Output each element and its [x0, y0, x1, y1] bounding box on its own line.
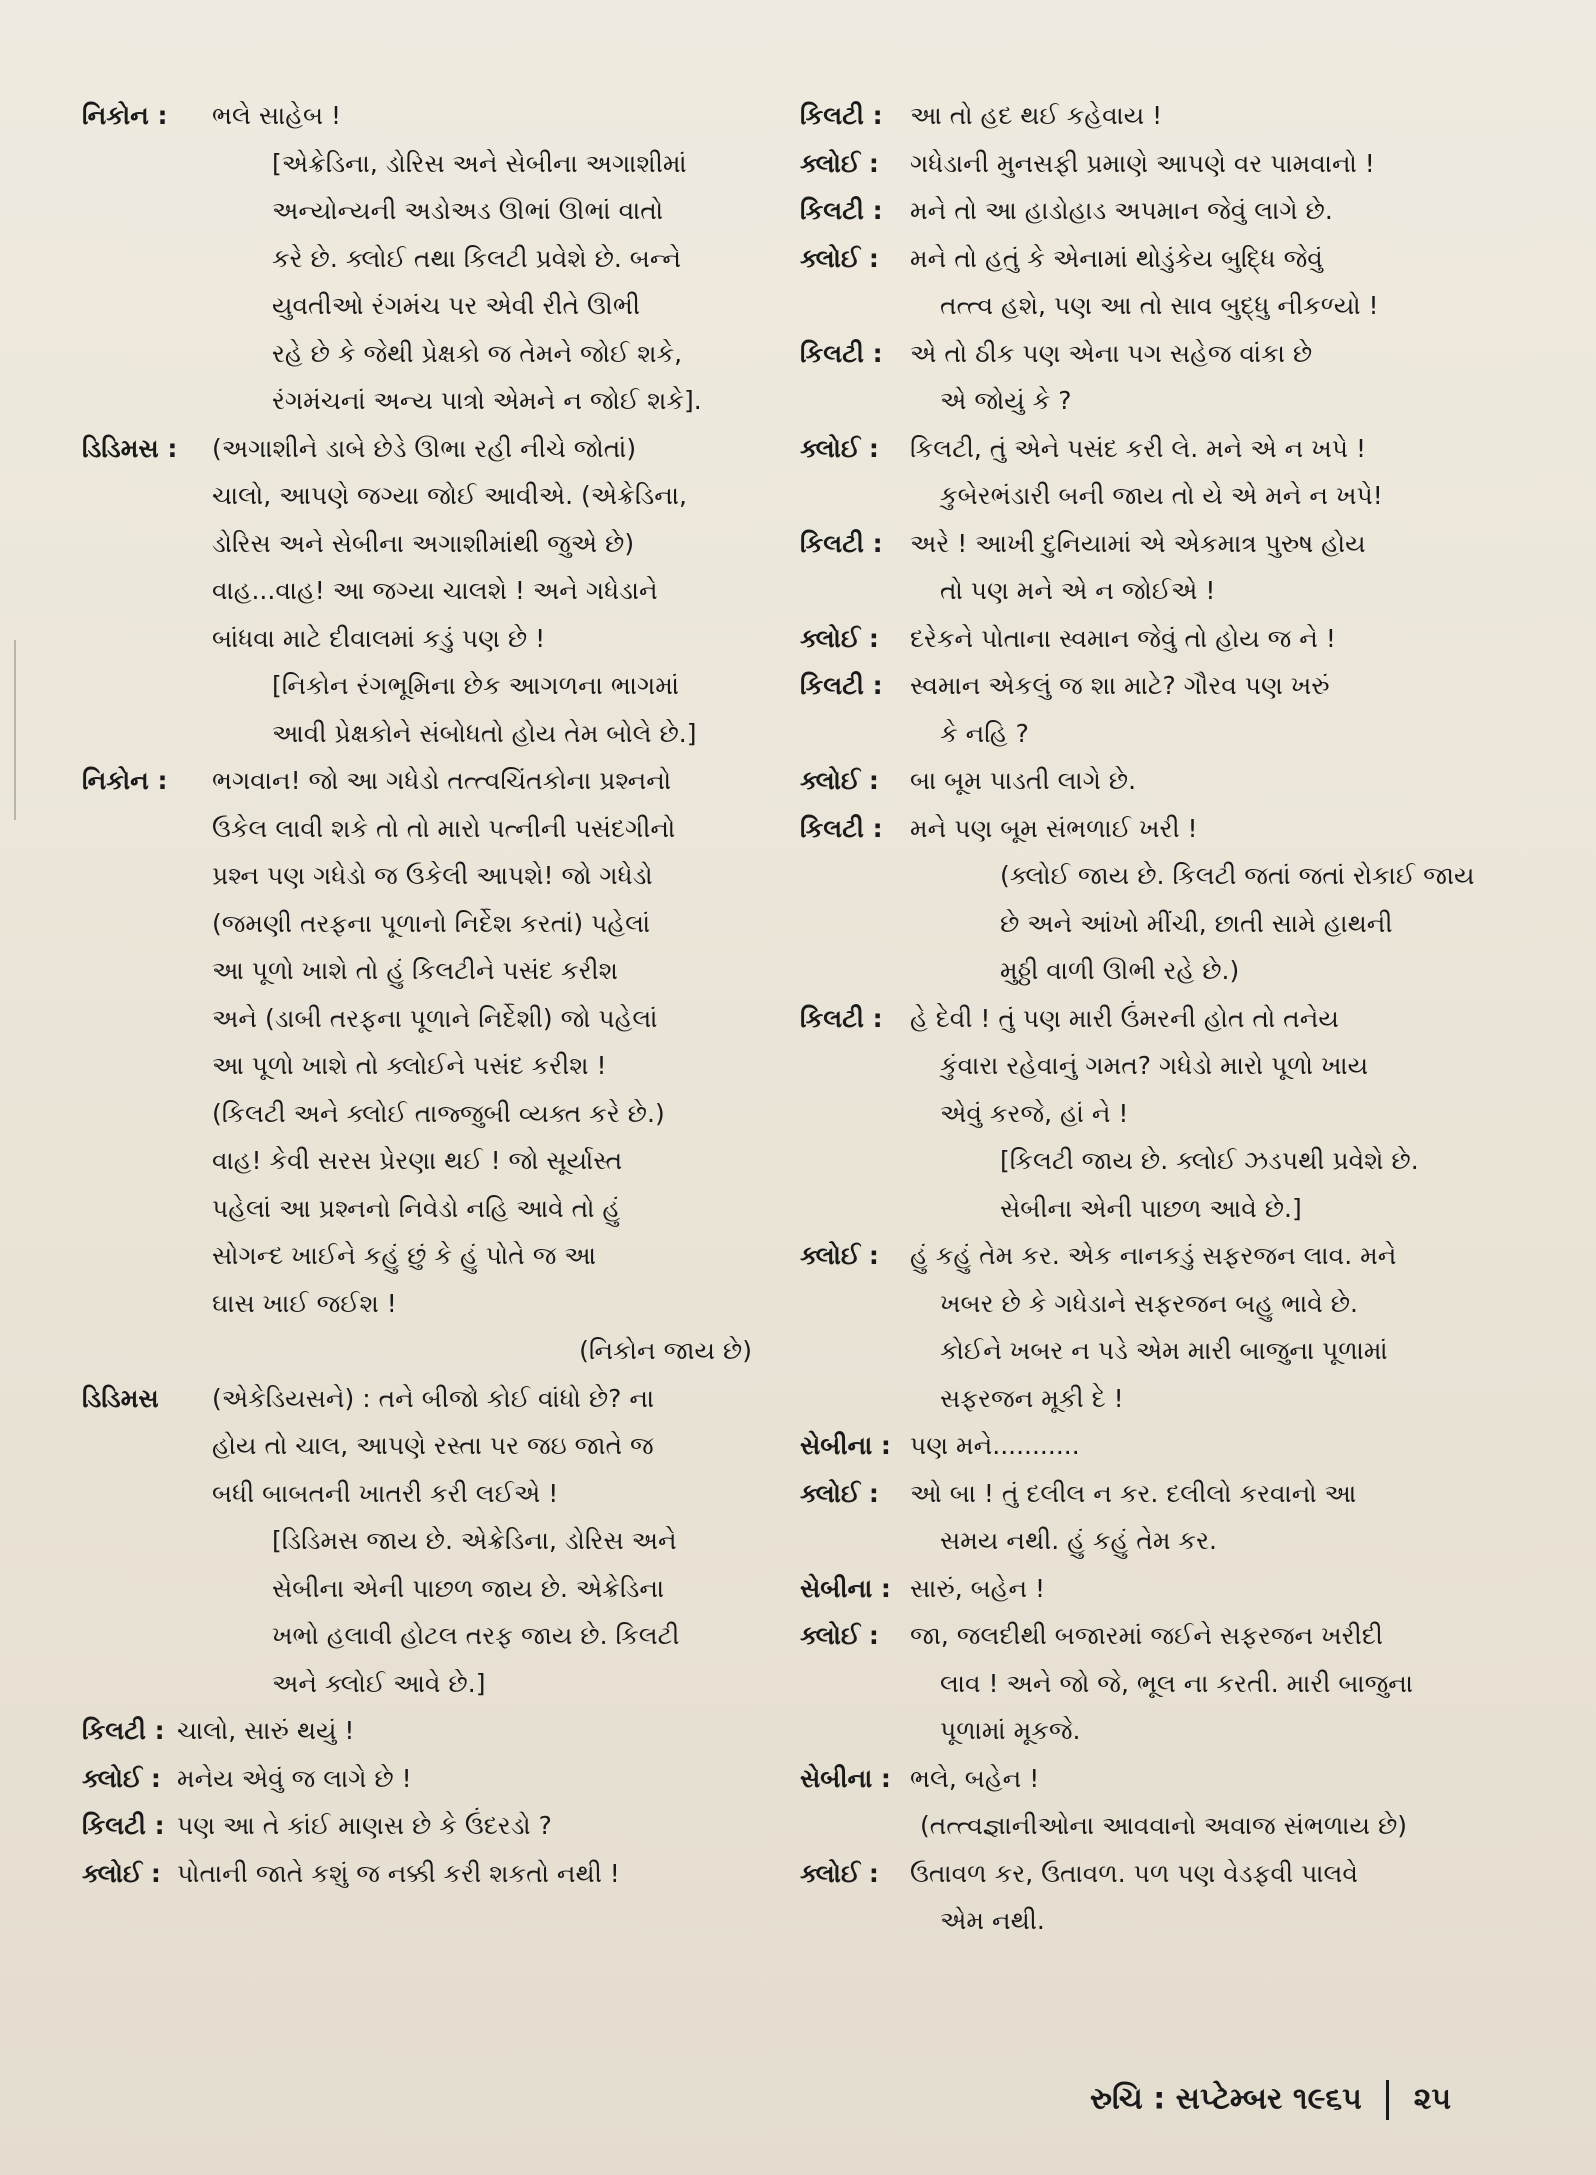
- text-line: [800, 1185, 1500, 1233]
- line-text: સફરજન મૂકી દે !: [940, 1383, 1124, 1413]
- line-text: ખભો હલાવી હોટલ તરફ જાય છે. કિલટી: [272, 1621, 680, 1650]
- line-text: ડોરિસ અને સેબીના અગાશીમાંથી જુએ છે): [212, 528, 635, 558]
- dialogue-line: [800, 805, 1500, 853]
- text-line: [82, 330, 772, 378]
- line-text: મનેય એવું જ લાગે છે !: [177, 1763, 412, 1793]
- line-text: ભલે સાહેબ !: [212, 101, 342, 130]
- line-text: કિલટી, તું એને પસંદ કરી લે. મને એ ન ખપે !: [910, 433, 1366, 463]
- line-text: આ પૂળો ખાશે તો હું કિલટીને પસંદ કરીશ: [212, 956, 618, 985]
- line-text: આવી પ્રેક્ષકોને સંબોધતો હોય તેમ બોલે છે.]: [272, 718, 697, 748]
- text-line: [82, 1612, 772, 1660]
- text-line: [800, 1137, 1500, 1185]
- dialogue-line: [800, 995, 1500, 1043]
- text-line: [82, 1660, 772, 1708]
- line-text: કે નહિ ?: [940, 718, 1029, 748]
- line-text: સેબીના એની પાછળ જાય છે. એક્રેડિના: [272, 1573, 665, 1603]
- speaker-name: કિલટી :: [800, 813, 883, 843]
- dialogue-line: [800, 1232, 1500, 1280]
- line-text: (કિલટી અને ક્લોઈ તાજ્જુબી વ્યક્ત કરે છે.): [212, 1098, 665, 1128]
- line-text: (એકેડિયસને) : તને બીજો કોઈ વાંધો છે? ના: [212, 1383, 655, 1413]
- text-line: [800, 1660, 1500, 1708]
- dialogue-line: [800, 92, 1500, 140]
- line-text: [નિકોન રંગભૂમિના છેક આગળના ભાગમાં: [272, 671, 679, 700]
- speaker-name: ડિડિમસ :: [82, 433, 178, 463]
- text-line: [800, 1375, 1500, 1423]
- line-text: મને તો હતું કે એનામાં થોડુંકેય બુદ્ધિ જેવું: [910, 243, 1323, 273]
- text-line: [82, 187, 772, 235]
- line-text: (તત્ત્વજ્ઞાનીઓના આવવાનો અવાજ સંભળાય છે): [920, 1811, 1408, 1840]
- speaker-name: કિલટી :: [800, 338, 883, 368]
- text-line: [800, 710, 1500, 758]
- dialogue-line: [82, 1375, 772, 1423]
- line-text: એમ નથી.: [940, 1906, 1045, 1935]
- speaker-name: કિલટી :: [800, 101, 883, 130]
- line-text: ચાલો, આપણે જગ્યા જોઈ આવીએ. (એક્રેડિના,: [212, 481, 687, 510]
- speaker-name: ડિડિમસ: [82, 1383, 159, 1413]
- line-text: (નિકોન જાય છે): [579, 1336, 752, 1365]
- speaker-name: નિકોન :: [82, 766, 168, 795]
- dialogue-line: [800, 1422, 1500, 1470]
- line-text: કુંવારા રહેવાનું ગમત? ગધેડો મારો પૂળો ખાય: [940, 1051, 1369, 1080]
- line-text: સેબીના એની પાછળ આવે છે.]: [1000, 1193, 1302, 1223]
- speaker-name: કિલટી :: [800, 671, 883, 700]
- text-line: [82, 520, 772, 568]
- dialogue-line: [800, 330, 1500, 378]
- dialogue-line: [800, 757, 1500, 805]
- speaker-name: ક્લોઈ :: [82, 1858, 161, 1888]
- dialogue-line: [800, 425, 1500, 473]
- line-text: આ પૂળો ખાશે તો ક્લોઈને પસંદ કરીશ !: [212, 1051, 607, 1080]
- line-text: મને તો આ હાડોહાડ અપમાન જેવું લાગે છે.: [910, 196, 1333, 225]
- dialogue-line: [82, 1707, 772, 1755]
- dialogue-line: [800, 615, 1500, 663]
- text-line: [82, 1090, 772, 1138]
- line-text: કુબેરભંડારી બની જાય તો યે એ મને ન ખપે!: [940, 481, 1383, 510]
- text-line: [800, 1327, 1500, 1375]
- line-text: ઉતાવળ કર, ઉતાવળ. પળ પણ વેડફવી પાલવે: [910, 1858, 1358, 1888]
- speaker-name: ક્લોઈ :: [800, 766, 879, 795]
- text-line: [800, 377, 1500, 425]
- line-text: અરે ! આખી દુનિયામાં એ એકમાત્ર પુરુષ હોય: [910, 528, 1366, 558]
- line-text: બાંધવા માટે દીવાલમાં કડું પણ છે !: [212, 623, 546, 653]
- line-text: યુવતીઓ રંગમંચ પર એવી રીતે ઊભી: [272, 291, 641, 320]
- dialogue-line: [800, 140, 1500, 188]
- dialogue-line: [800, 1755, 1500, 1803]
- text-line: [800, 900, 1500, 948]
- dialogue-line: [800, 187, 1500, 235]
- line-text: ચાલો, સારું થયું !: [177, 1716, 355, 1745]
- line-text: પોતાની જાતે કશું જ નક્કી કરી શકતો નથી !: [177, 1858, 620, 1888]
- line-text: પ્રશ્ન પણ ગધેડો જ ઉકેલી આપશે! જો ગધેડો: [212, 861, 653, 890]
- line-text: હું કહું તેમ કર. એક નાનકડું સફરજન લાવ. મને: [910, 1241, 1397, 1270]
- line-text: પણ આ તે કાંઈ માણસ છે કે ઉંદરડો ?: [177, 1811, 552, 1840]
- line-text: ભલે, બહેન !: [910, 1763, 1040, 1793]
- line-text: મને પણ બૂમ સંભળાઈ ખરી !: [910, 813, 1198, 843]
- line-text: પહેલાં આ પ્રશ્નનો નિવેડો નહિ આવે તો હું: [212, 1193, 621, 1223]
- line-text: ઘાસ ખાઈ જઈશ !: [212, 1288, 397, 1318]
- speaker-name: સેબીના :: [800, 1763, 891, 1793]
- speaker-name: નિકોન :: [82, 101, 168, 130]
- line-text: સ્વમાન એકલું જ શા માટે? ગૌરવ પણ ખરું: [910, 671, 1330, 700]
- line-text: સોગન્દ ખાઈને કહું છું કે હું પોતે જ આ: [212, 1241, 597, 1270]
- line-text: [ડિડિમસ જાય છે. એક્રેડિના, ડોરિસ અને: [272, 1526, 677, 1555]
- text-line: [82, 1327, 772, 1375]
- line-text: જા, જલદીથી બજારમાં જઈને સફરજન ખરીદી: [910, 1621, 1383, 1650]
- dialogue-line: [800, 662, 1500, 710]
- line-text: છે અને આંખો મીંચી, છાતી સામે હાથની: [1000, 908, 1393, 938]
- speaker-name: ક્લોઈ :: [800, 243, 879, 273]
- line-text: પણ મને...........: [910, 1431, 1080, 1460]
- text-line: [82, 1042, 772, 1090]
- speaker-name: કિલટી :: [800, 528, 883, 558]
- speaker-name: સેબીના :: [800, 1431, 891, 1460]
- dialogue-line: [800, 235, 1500, 283]
- line-text: અને ક્લોઈ આવે છે.]: [272, 1668, 486, 1698]
- text-line: [82, 1137, 772, 1185]
- text-line: [800, 282, 1500, 330]
- text-line: [82, 852, 772, 900]
- dialogue-line: [82, 1755, 772, 1803]
- footer-divider: [1386, 2080, 1389, 2120]
- dialogue-line: [82, 1802, 772, 1850]
- text-line: [800, 1042, 1500, 1090]
- line-text: અને (ડાબી તરફના પૂળાને નિર્દેશી) જો પહેલાં: [212, 1003, 658, 1033]
- line-text: રંગમંચનાં અન્ય પાત્રો એમને ન જોઈ શકે].: [272, 386, 702, 415]
- line-text: મુઠ્ઠી વાળી ઊભી રહે છે.): [1000, 956, 1240, 985]
- speaker-name: કિલટી :: [800, 1003, 883, 1033]
- text-line: [800, 947, 1500, 995]
- line-text: આ તો હદ થઈ કહેવાય !: [910, 101, 1163, 130]
- right-column: [800, 92, 1500, 1945]
- text-line: [800, 1280, 1500, 1328]
- speaker-name: ક્લોઈ :: [800, 433, 879, 463]
- text-line: [82, 377, 772, 425]
- text-line: [800, 852, 1500, 900]
- dialogue-line: [82, 425, 772, 473]
- line-text: ઉકેલ લાવી શકે તો તો મારો પત્નીની પસંદગીનો: [212, 813, 676, 843]
- line-text: વાહ! કેવી સરસ પ્રેરણા થઈ ! જો સૂર્યાસ્ત: [212, 1146, 623, 1175]
- line-text: સારું, બહેન !: [910, 1573, 1046, 1603]
- text-line: [82, 1517, 772, 1565]
- text-line: [82, 615, 772, 663]
- text-line: [82, 1280, 772, 1328]
- text-line: [800, 567, 1500, 615]
- line-text: એ જોયું કે ?: [940, 386, 1072, 415]
- text-line: [800, 1517, 1500, 1565]
- line-text: એ તો ઠીક પણ એના પગ સહેજ વાંકા છે: [910, 338, 1313, 368]
- text-line: [800, 1090, 1500, 1138]
- line-text: વાહ...વાહ! આ જગ્યા ચાલશે ! અને ગધેડાને: [212, 576, 658, 605]
- dialogue-line: [82, 1850, 772, 1898]
- text-line: [82, 140, 772, 188]
- text-line: [800, 1897, 1500, 1945]
- dialogue-line: [82, 757, 772, 805]
- left-column: [82, 92, 772, 1897]
- line-text: બધી બાબતની ખાતરી કરી લઈએ !: [212, 1478, 559, 1508]
- text-line: [800, 1802, 1500, 1850]
- text-line: [82, 567, 772, 615]
- text-line: [82, 1232, 772, 1280]
- speaker-name: ક્લોઈ :: [800, 1858, 879, 1888]
- speaker-name: ક્લોઈ :: [82, 1763, 161, 1793]
- text-line: [82, 662, 772, 710]
- line-text: લાવ ! અને જો જે, ભૂલ ના કરતી. મારી બાજુના: [940, 1668, 1413, 1698]
- speaker-name: ક્લોઈ :: [800, 623, 879, 653]
- dialogue-line: [800, 1470, 1500, 1518]
- text-line: [82, 805, 772, 853]
- line-text: (ક્લોઈ જાય છે. કિલટી જતાં જતાં રોકાઈ જાય: [1000, 861, 1475, 890]
- text-line: [800, 1707, 1500, 1755]
- line-text: તો પણ મને એ ન જોઈએ !: [940, 576, 1216, 605]
- text-line: [800, 472, 1500, 520]
- line-text: એવું કરજે, હાં ને !: [940, 1098, 1129, 1128]
- line-text: (અગાશીને ડાબે છેડે ઊભા રહી નીચે જોતાં): [212, 433, 637, 463]
- text-line: [82, 472, 772, 520]
- speaker-name: ક્લોઈ :: [800, 1478, 879, 1508]
- speaker-name: કિલટી :: [82, 1716, 165, 1745]
- line-text: ખબર છે કે ગધેડાને સફરજન બહુ ભાવે છે.: [940, 1288, 1359, 1318]
- text-line: [82, 1185, 772, 1233]
- line-text: હોય તો ચાલ, આપણે રસ્તા પર જઇ જાતે જ: [212, 1431, 654, 1460]
- line-text: ઓ બા ! તું દલીલ ન કર. દલીલો કરવાનો આ: [910, 1478, 1357, 1508]
- line-text: [એક્રેડિના, ડોરિસ અને સેબીના અગાશીમાં: [272, 148, 687, 178]
- dialogue-line: [800, 1565, 1500, 1613]
- line-text: [કિલટી જાય છે. ક્લોઈ ઝડપથી પ્રવેશે છે.: [1000, 1146, 1419, 1175]
- text-line: [82, 1470, 772, 1518]
- page-footer: [1090, 2080, 1510, 2130]
- speaker-name: સેબીના :: [800, 1573, 891, 1603]
- text-line: [82, 947, 772, 995]
- line-text: રહે છે કે જેથી પ્રેક્ષકો જ તેમને જોઈ શકે,: [272, 338, 683, 368]
- line-text: ભગવાન! જો આ ગધેડો તત્ત્વચિંતકોના પ્રશ્નનો: [212, 766, 672, 795]
- line-text: અન્યોન્યની અડોઅડ ઊભાં ઊભાં વાતો: [272, 196, 664, 225]
- line-text: ગધેડાની મુનસફી પ્રમાણે આપણે વર પામવાનો !: [910, 148, 1375, 178]
- line-text: દરેકને પોતાના સ્વમાન જેવું તો હોય જ ને !: [910, 623, 1336, 653]
- speaker-name: કિલટી :: [800, 196, 883, 225]
- line-text: કરે છે. ક્લોઈ તથા કિલટી પ્રવેશે છે. બન્ને: [272, 243, 682, 273]
- page-edge: [0, 640, 16, 820]
- line-text: કોઈને ખબર ન પડે એમ મારી બાજુના પૂળામાં: [940, 1336, 1388, 1365]
- line-text: સમય નથી. હું કહું તેમ કર.: [940, 1526, 1217, 1555]
- text-line: [82, 995, 772, 1043]
- text-line: [82, 1422, 772, 1470]
- line-text: તત્ત્વ હશે, પણ આ તો સાવ બુદ્ધુ નીકળ્યો !: [940, 291, 1379, 320]
- dialogue-line: [800, 1850, 1500, 1898]
- text-line: [82, 282, 772, 330]
- magazine-issue: રુચિ : સપ્ટેમ્બર ૧૯૬૫: [1090, 2081, 1362, 2117]
- speaker-name: કિલટી :: [82, 1811, 165, 1840]
- text-line: [82, 235, 772, 283]
- line-text: બા બૂમ પાડતી લાગે છે.: [910, 766, 1137, 795]
- line-text: (જમણી તરફના પૂળાનો નિર્દેશ કરતાં) પહેલાં: [212, 908, 651, 938]
- text-line: [82, 900, 772, 948]
- line-text: પૂળામાં મૂકજે.: [940, 1716, 1081, 1745]
- dialogue-line: [82, 92, 772, 140]
- line-text: હે દેવી ! તું પણ મારી ઉંમરની હોત તો તનેય: [910, 1003, 1339, 1033]
- speaker-name: ક્લોઈ :: [800, 1241, 879, 1270]
- speaker-name: ક્લોઈ :: [800, 1621, 879, 1650]
- dialogue-line: [800, 1612, 1500, 1660]
- text-line: [82, 710, 772, 758]
- text-line: [82, 1565, 772, 1613]
- dialogue-line: [800, 520, 1500, 568]
- speaker-name: ક્લોઈ :: [800, 148, 879, 178]
- page-number: ૨૫: [1413, 2081, 1452, 2117]
